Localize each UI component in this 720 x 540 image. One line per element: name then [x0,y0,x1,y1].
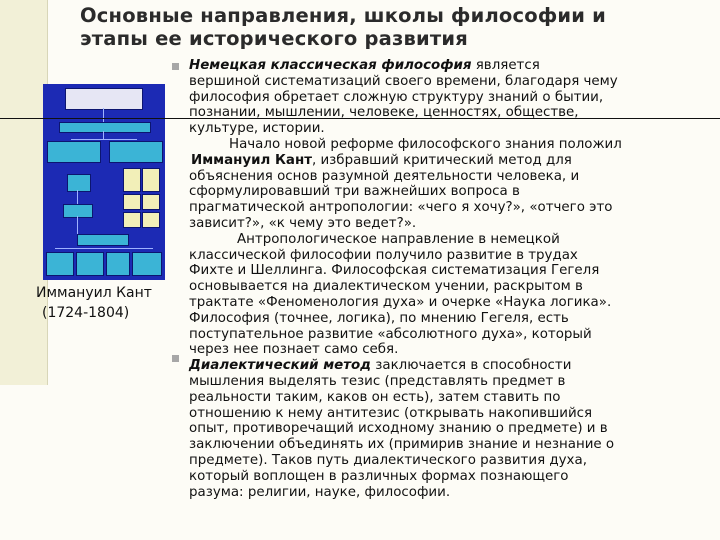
diagram-connector [71,139,137,140]
diagram-box [63,204,93,218]
text-line: сформулировавший три важнейших вопроса в [189,184,520,200]
text-run: , избравший критический метод для [311,152,572,168]
page-title [80,4,606,50]
text-line: разума: религии, науке, философии. [189,484,451,500]
title-line-2: этапы ее исторического развития [80,27,469,50]
text-line: философия обретает сложную структуру знаний о бытии, [189,89,604,105]
paragraph [189,58,717,74]
text-line: мышления выделять тезис (представлять предмет в [189,373,566,389]
diagram-box [77,234,129,246]
text-line: предмете). Таков путь диалектического развития духа, [189,452,587,468]
text-line: поступательное развитие «абсолютного духа», который [189,326,592,342]
text-line: заключении объединять их (примирив знание и незнание о [189,437,615,453]
left-decor-bar [0,0,47,385]
diagram-box [67,174,91,192]
text-line: Фихте и Шеллинга. Философская систематизация Гегеля [189,263,600,279]
caption-years: (1724-1804) [42,305,130,321]
text-line: зависит?», «к чему это ведет?». [189,215,417,231]
kant-name: Иммануил Кант [191,152,312,168]
portrait-caption [36,283,152,323]
paragraph [189,358,717,374]
term-dialectical-method: Диалектический метод [189,358,371,374]
text-line: классической философии получило развитие в трудах [189,247,578,263]
main-text [189,58,717,500]
diagram-yellow-box [142,168,160,192]
diagram-box [106,252,130,276]
diagram-connector [77,190,78,204]
square-bullet-icon [172,63,179,70]
paragraph [189,153,717,169]
diagram-top-box [65,88,143,110]
kant-diagram-image [43,84,165,280]
text-line: реальности таким, каков он есть), затем ставить по [189,389,561,405]
text-line: Философия (точнее, логика), по мнению Гегеля, есть [189,310,569,326]
text-line: прагматической антропологии: «чего я хочу?», «отчего это [189,200,613,216]
title-line-1: Основные направления, школы философии и [80,4,607,27]
diagram-yellow-box [142,194,160,210]
text-line: трактате «Феноменология духа» и очерке «Наука логика». [189,294,612,310]
caption-name: Иммануил Кант [36,285,152,301]
diagram-yellow-box [123,168,141,192]
text-line: Антропологическое направление в немецкой [237,231,560,247]
diagram-connector [55,248,153,249]
term-german-classical: Немецкая классическая философия [189,58,472,73]
diagram-connector [103,108,104,122]
diagram-yellow-box [142,212,160,228]
diagram-box [132,252,162,276]
text-line: отношению к нему антитезис (открывать накопившийся [189,405,593,421]
text-line: культуре, истории. [189,121,325,137]
text-line: основывается на диалектическом учении, раскрытом в [189,279,583,295]
diagram-yellow-box [123,212,141,228]
text-line: через нее познает само себя. [189,342,399,358]
text-line: познании, мышлении, человеке, ценностях, обществе, [189,105,579,121]
text-run: заключается в способности [371,358,572,374]
diagram-box [109,141,163,163]
diagram-box [47,141,101,163]
square-bullet-icon [172,355,179,362]
text-line: объяснения основ разумной деятельности человека, и [189,168,580,184]
text-line: опыт, противоречащий исходному знанию о предмете) и в [189,421,608,437]
text-line: Начало новой реформе философского знания положил [229,136,622,152]
diagram-box [59,122,151,133]
text-run: является [471,58,540,73]
diagram-box [76,252,104,276]
diagram-connector [103,131,104,139]
text-line: который воплощен в различных формах познающего [189,468,569,484]
diagram-box [46,252,74,276]
text-line: вершиной систематизаций своего времени, благодаря чему [189,73,618,89]
diagram-yellow-box [123,194,141,210]
